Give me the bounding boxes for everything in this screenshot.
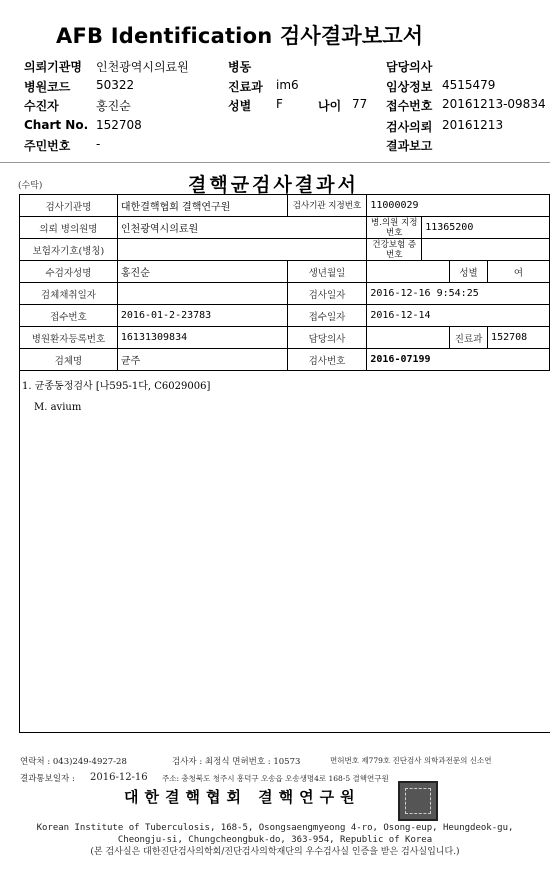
hdr-label-chart: Chart No.	[24, 118, 89, 132]
hdr-label-doctor: 담당의사	[386, 60, 433, 74]
institute-address-en-line1: Korean Institute of Tuberculosis, 168-5, Osongsaengmyeong 4-ro, Osong-eup, Heungdeok-gu,	[36, 823, 514, 833]
hdr-value-patient: 홍진순	[96, 99, 131, 113]
table-row	[20, 217, 550, 239]
health-card-label: 건강보험 증번호	[367, 239, 422, 261]
dept-value: 152708	[488, 327, 550, 349]
hospital-code-label: 병.의원 지정번호	[367, 217, 422, 239]
collect-date-label: 검체채취일자	[20, 283, 118, 305]
document-title: 결핵균검사결과서	[188, 174, 359, 196]
hdr-label-hospital-code: 병원코드	[24, 80, 71, 94]
health-card-value	[422, 239, 550, 261]
table-row	[20, 283, 550, 305]
collect-date-value	[117, 283, 287, 305]
test-no-value: 2016-07199	[367, 349, 550, 371]
sex-value: 여	[488, 261, 550, 283]
patient-info-table	[19, 194, 550, 371]
hdr-label-request-date: 검사의뢰	[386, 120, 433, 134]
certification-notice: (본 검사실은 대한진단검사의학회/진단검사의학재단의 우수검사실 인증을 받은 검사실입니다.)	[90, 847, 460, 857]
birth-label: 생년월일	[287, 261, 367, 283]
hdr-label-dept: 진료과	[228, 80, 263, 94]
receipt-date-value: 2016-12-14	[367, 305, 550, 327]
hdr-label-requester: 의뢰기관명	[24, 60, 82, 74]
reg-no-label: 병원환자등록번호	[20, 327, 118, 349]
hdr-value-request-date: 20161213	[442, 118, 504, 132]
test-no-label: 검사번호	[287, 349, 367, 371]
doctor-label: 담당의사	[287, 327, 367, 349]
receipt-no-value: 2016-01-2-23783	[117, 305, 287, 327]
table-row	[20, 349, 550, 371]
institute-address-en	[20, 822, 530, 858]
hdr-value-requester: 인천광역시의료원	[96, 60, 189, 74]
patient-name-label: 수검자성명	[20, 261, 118, 283]
table-row	[20, 305, 550, 327]
footer-contact: 연락처 : 043)249-4927-28	[20, 757, 127, 767]
hdr-value-clinical: 4515479	[442, 78, 496, 92]
header-divider	[0, 162, 550, 163]
consignment-stamp: (수탁)	[18, 181, 43, 191]
doctor-value	[367, 327, 450, 349]
agency-value: 대한결핵협회 결핵연구원	[117, 195, 287, 217]
table-row	[20, 261, 550, 283]
result-test-line: 1. 균종동정검사 [나595-1다, C6029006]	[22, 381, 211, 392]
table-row	[20, 239, 550, 261]
hdr-value-receipt: 20161213-09834	[442, 97, 546, 111]
hospital-label: 의뢰 병의원명	[20, 217, 118, 239]
footer-address-kr: 주소: 충청북도 청주시 흥덕구 오송읍 오송생명4로 168-5 결핵연구원	[162, 774, 389, 783]
report-date-label: 결과통보일자 :	[20, 774, 75, 784]
table-row	[20, 195, 550, 217]
birth-value	[367, 261, 450, 283]
sex-label: 성별	[450, 261, 488, 283]
hospital-code-value: 11365200	[422, 217, 550, 239]
result-organism: M. avium	[34, 402, 82, 413]
hdr-value-hospital-code: 50322	[96, 78, 135, 92]
agency-code-label: 검사기관 지정번호	[287, 195, 367, 217]
receipt-date-label: 접수일자	[287, 305, 367, 327]
institute-address-en-line2: Cheongju-si, Chungcheongbuk-do, 363-954, Republic of Korea	[117, 835, 433, 845]
hdr-label-ward: 병동	[228, 60, 252, 74]
hdr-value-dept: im6	[276, 78, 299, 92]
hdr-label-receipt: 접수번호	[386, 99, 433, 113]
hdr-label-patient: 수진자	[24, 99, 59, 113]
insurance-value	[117, 239, 366, 261]
agency-code-value: 11000029	[367, 195, 550, 217]
test-date-label: 검사일자	[287, 283, 367, 305]
test-date-value: 2016-12-16 9:54:25	[367, 283, 550, 305]
official-seal-icon	[398, 781, 438, 821]
dept-label: 진료과	[450, 327, 488, 349]
hdr-label-clinical: 임상정보	[386, 80, 433, 94]
hdr-value-rrn: -	[96, 137, 101, 151]
hdr-label-result-report: 결과보고	[386, 139, 433, 153]
hdr-label-sex: 성별	[228, 99, 252, 113]
report-date-value: 2016-12-16	[90, 772, 148, 783]
hospital-value: 인천광역시의료원	[117, 217, 366, 239]
hdr-label-age: 나이	[318, 99, 342, 113]
hdr-label-rrn: 주민번호	[24, 139, 71, 153]
agency-label: 검사기관명	[20, 195, 118, 217]
footer-examiner: 검사자 : 최정식 면허번호 : 10573	[172, 757, 301, 767]
table-row	[20, 327, 550, 349]
patient-name-value: 홍진순	[117, 261, 287, 283]
receipt-no-label: 접수번호	[20, 305, 118, 327]
hdr-value-sex: F	[276, 97, 283, 111]
institute-name-kr: 대한결핵협회 결핵연구원	[124, 788, 361, 806]
reg-no-value: 16131309834	[117, 327, 287, 349]
report-title: AFB Identification 검사결과보고서	[56, 24, 424, 48]
insurance-label: 보험자기호(병칭)	[20, 239, 118, 261]
hdr-value-age: 77	[352, 97, 368, 111]
specimen-value: 균주	[117, 349, 287, 371]
footer-license: 면허번호 제779호 진단검사 의학과전문의 신소연	[330, 756, 492, 765]
hdr-value-chart: 152708	[96, 118, 142, 132]
specimen-label: 검체명	[20, 349, 118, 371]
